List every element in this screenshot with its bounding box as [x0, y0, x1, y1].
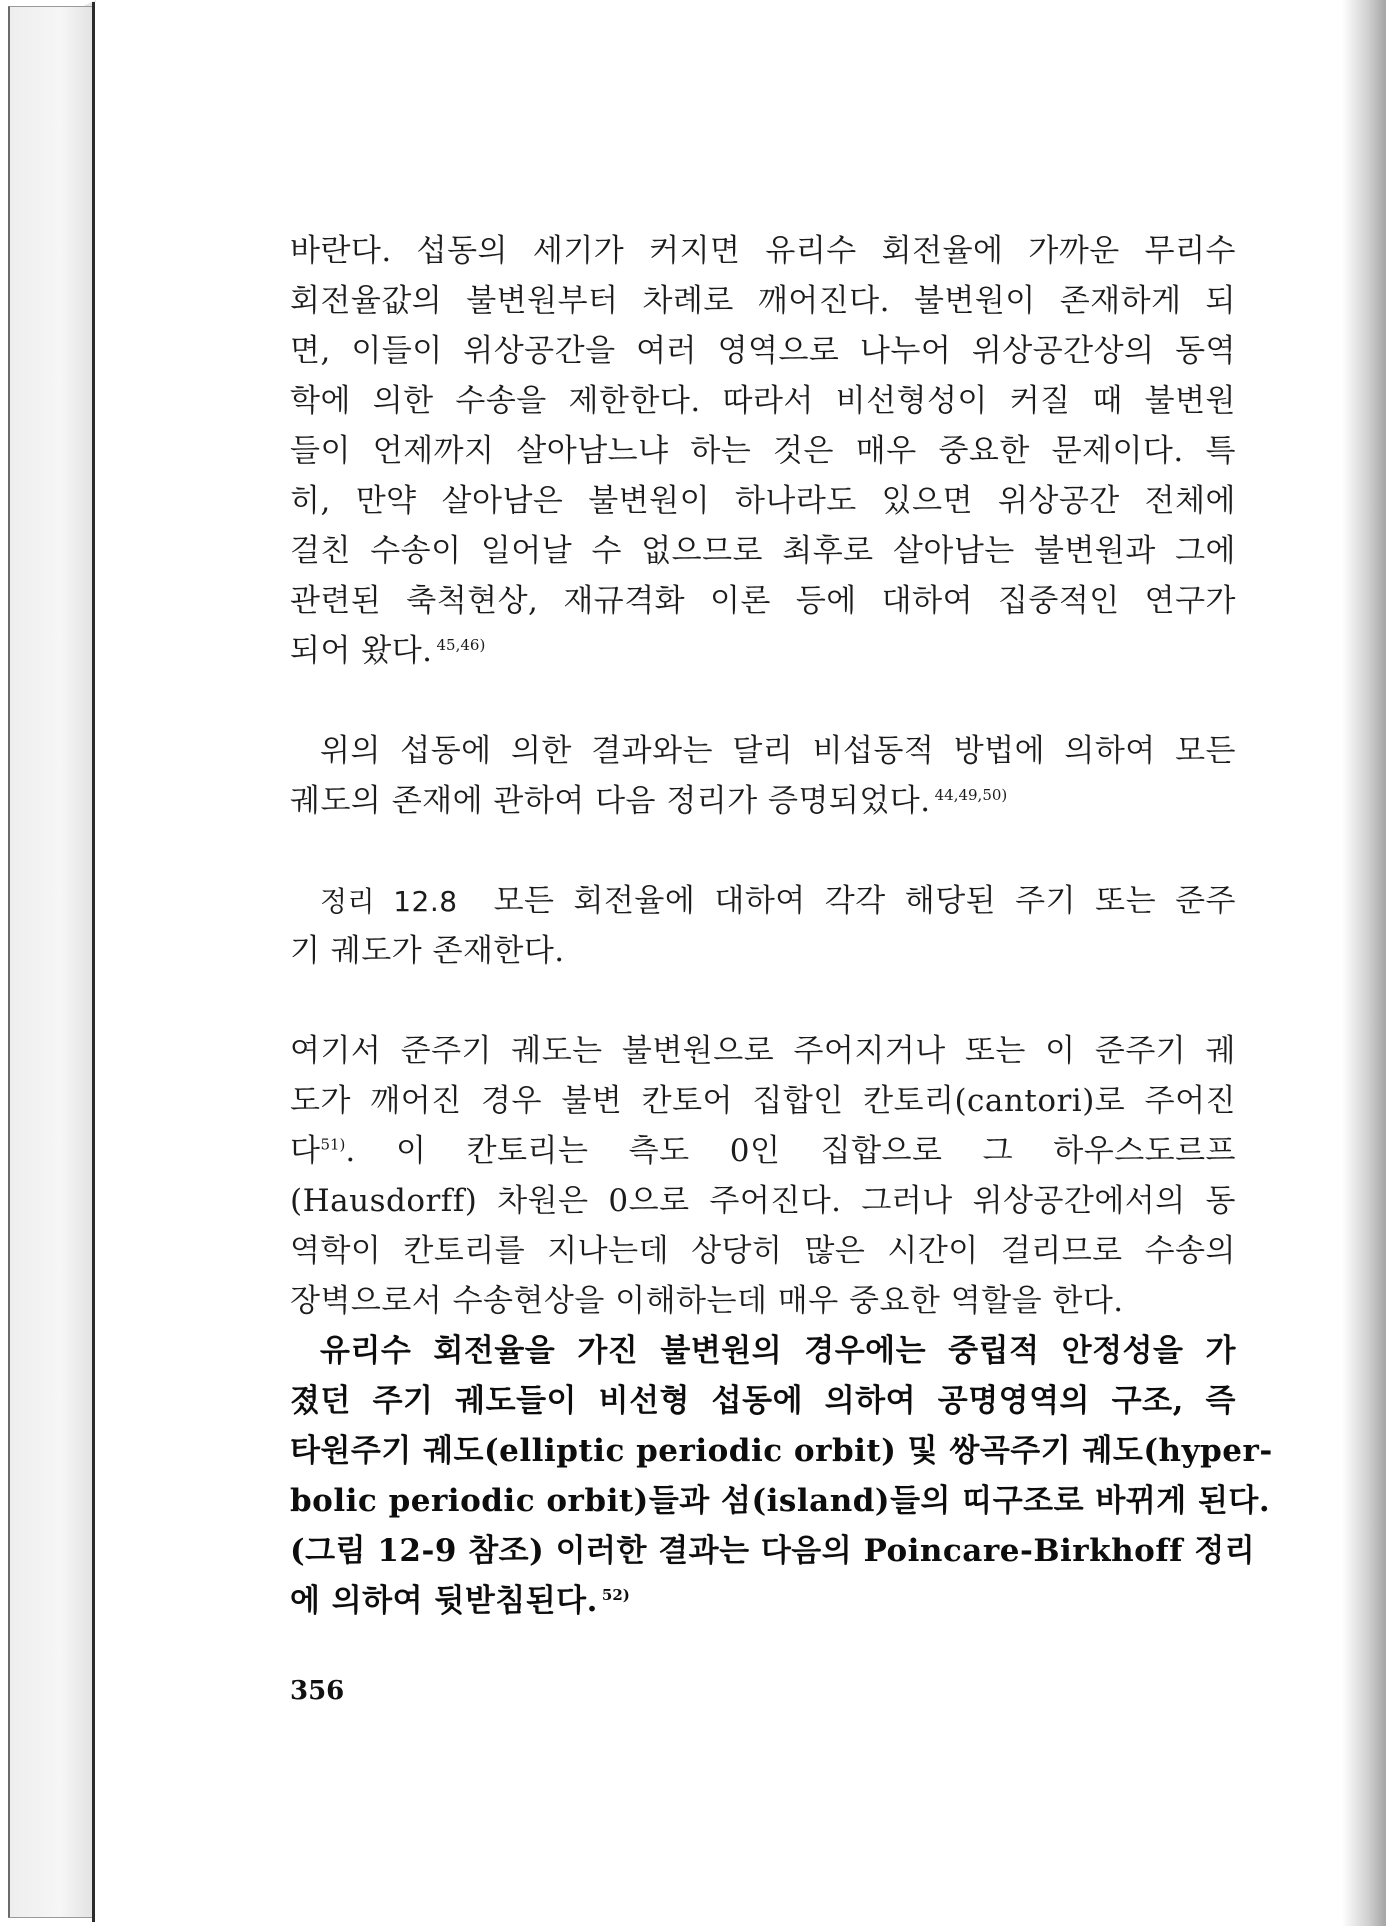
text-line: 들이 언제까지 살아남느냐 하는 것은 매우 중요한 문제이다. 특 [290, 433, 1236, 469]
text-line: 바란다. 섭동의 세기가 커지면 유리수 회전율에 가까운 무리수 [290, 233, 1236, 269]
text-line: 학에 의한 수송을 제한한다. 따라서 비선형성이 커질 때 불변원 [290, 383, 1236, 419]
paragraph-3 [290, 1026, 1236, 1326]
text-line: 졌던 주기 궤도들이 비선형 섭동에 의하여 공명영역의 구조, 즉 [290, 1383, 1236, 1419]
text-line: bolic periodic orbit)들과 섬(island)들의 띠구조로 바뀌게 된다. [290, 1483, 1271, 1519]
text-span: 다 [290, 1133, 321, 1169]
text-line: 도가 깨어진 경우 불변 칸토어 집합인 칸토리(cantori)로 주어진 [290, 1083, 1236, 1119]
page-shadow [1342, 0, 1386, 1926]
citation: 51) [320, 1135, 346, 1154]
text-line: 여기서 준주기 궤도는 불변원으로 주어지거나 또는 이 준주기 궤 [290, 1033, 1236, 1069]
text-line: (Hausdorff) 차원은 0으로 주어진다. 그러나 위상공간에서의 동 [290, 1183, 1236, 1219]
text-line: 기 궤도가 존재한다. [290, 933, 565, 969]
text-span: 에 의하여 뒷받침된다. [290, 1583, 598, 1619]
paragraph-2 [290, 726, 1236, 826]
text-line: 장벽으로서 수송현상을 이해하는데 매우 중요한 역할을 한다. [290, 1283, 1124, 1319]
citation: 52) [601, 1585, 630, 1604]
text-span: . 이 칸토리는 측도 0인 집합으로 그 하우스도르프 [345, 1133, 1236, 1169]
text-line: 회전율값의 불변원부터 차례로 깨어진다. 불변원이 존재하게 되 [290, 283, 1236, 319]
text-line: 관련된 축척현상, 재규격화 이론 등에 대하여 집중적인 연구가 [290, 583, 1236, 619]
paragraph-4 [290, 1326, 1273, 1626]
text-line: 면, 이들이 위상공간을 여러 영역으로 나누어 위상공간상의 동역 [290, 333, 1236, 369]
book-spine [8, 6, 94, 1918]
text-line: 걸친 수송이 일어날 수 없으므로 최후로 살아남는 불변원과 그에 [290, 533, 1236, 569]
text-line [290, 626, 1236, 676]
text-span: 모든 회전율에 대하여 각각 해당된 주기 또는 준주 [493, 883, 1236, 919]
text-line: 히, 만약 살아남은 불변원이 하나라도 있으면 위상공간 전체에 [290, 483, 1236, 519]
paragraph-1 [290, 226, 1236, 676]
text-line [290, 1126, 1236, 1176]
theorem-block [290, 876, 1236, 976]
text-line: (그림 12-9 참조) 이러한 결과는 다음의 Poincare-Birkhoff 정리 [290, 1533, 1256, 1569]
text-line: 역학이 칸토리를 지나는데 상당히 많은 시간이 걸리므로 수송의 [290, 1233, 1236, 1269]
text-span: 되어 왔다. [290, 633, 433, 669]
citation: 45,46) [436, 635, 486, 654]
theorem-label: 정리 12.8 [320, 885, 458, 918]
text-line: 유리수 회전율을 가진 불변원의 경우에는 중립적 안정성을 가 [320, 1333, 1236, 1369]
citation: 44,49,50) [934, 785, 1008, 804]
text-line: 위의 섭동에 의한 결과와는 달리 비섭동적 방법에 의하여 모든 [320, 733, 1236, 769]
text-span: 궤도의 존재에 관하여 다음 정리가 증명되었다. [290, 783, 931, 819]
text-line [290, 876, 1236, 926]
page-number: 356 [290, 1676, 345, 1706]
text-line [290, 1576, 1236, 1626]
text-line [290, 776, 1236, 826]
text-line: 타원주기 궤도(elliptic periodic orbit) 및 쌍곡주기 궤도(hyper- [290, 1433, 1273, 1469]
